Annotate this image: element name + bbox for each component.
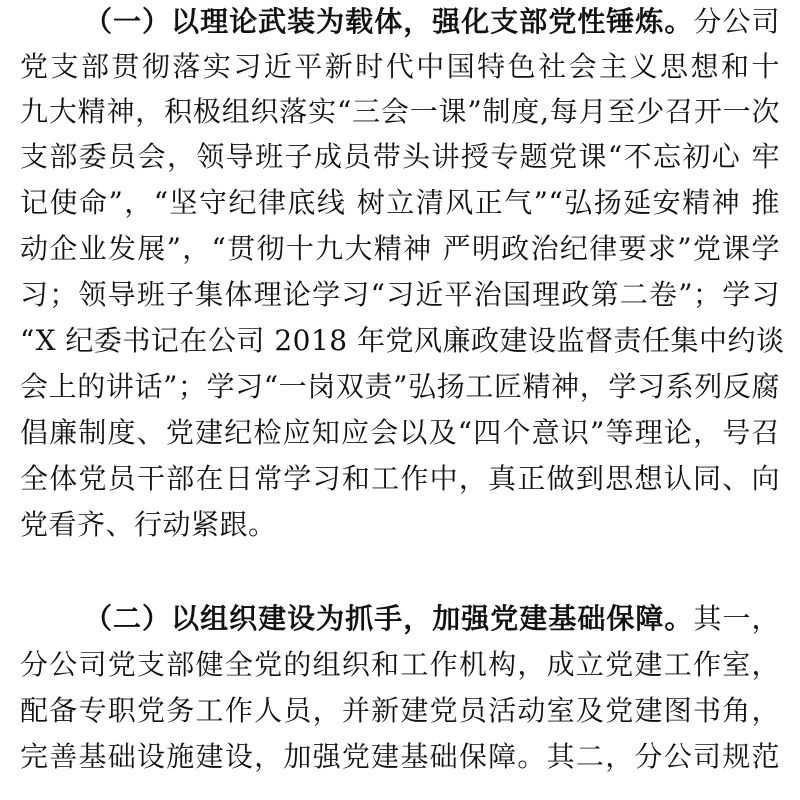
section2-heading-tail: 其一， [693, 602, 780, 635]
paragraph-line: 分公司党支部健全党的组织和工作机构，成立党建工作室， [20, 648, 780, 681]
paragraph-line: 习；领导班子集体理论学习“习近平治国理政第二卷”；学习 [20, 278, 780, 311]
paragraph-line: 记使命”，“坚守纪律底线 树立清风正气”“弘扬延安精神 推 [20, 186, 780, 219]
paragraph-line: 党看齐、行动紧跟。 [20, 508, 277, 541]
paragraph-line: 动企业发展”，“贯彻十九大精神 严明政治纪律要求”党课学 [20, 232, 780, 265]
section2-heading: （二）以组织建设为抓手，加强党建基础保障。 [84, 602, 694, 635]
section1-heading: （一）以理论武装为载体，强化支部党性锤炼。 [84, 5, 694, 38]
paragraph-line: “X 纪委书记在公司 2018 年党风廉政建设监督责任集中约谈 [20, 324, 785, 357]
paragraph-line: 支部委员会，领导班子成员带头讲授专题党课“不忘初心 牢 [20, 140, 780, 173]
paragraph-line: 倡廉制度、党建纪检应知应会以及“四个意识”等理论，号召 [20, 416, 780, 449]
paragraph-line: 党支部贯彻落实习近平新时代中国特色社会主义思想和十 [20, 50, 780, 83]
section1-first-line [84, 2, 780, 42]
section2-first-line [84, 599, 780, 639]
paragraph-line: 会上的讲话”；学习“一岗双责”弘扬工匠精神，学习系列反腐 [20, 370, 780, 403]
paragraph-line: 全体党员干部在日常学习和工作中，真正做到思想认同、向 [20, 462, 780, 495]
section1-heading-tail: 分公司 [693, 5, 780, 38]
paragraph-line: 九大精神，积极组织落实“三会一课”制度,每月至少召开一次 [20, 95, 780, 128]
paragraph-line: 完善基础设施建设，加强党建基础保障。其二，分公司规范 [20, 740, 780, 773]
paragraph-line: 配备专职党务工作人员，并新建党员活动室及党建图书角， [20, 694, 780, 727]
